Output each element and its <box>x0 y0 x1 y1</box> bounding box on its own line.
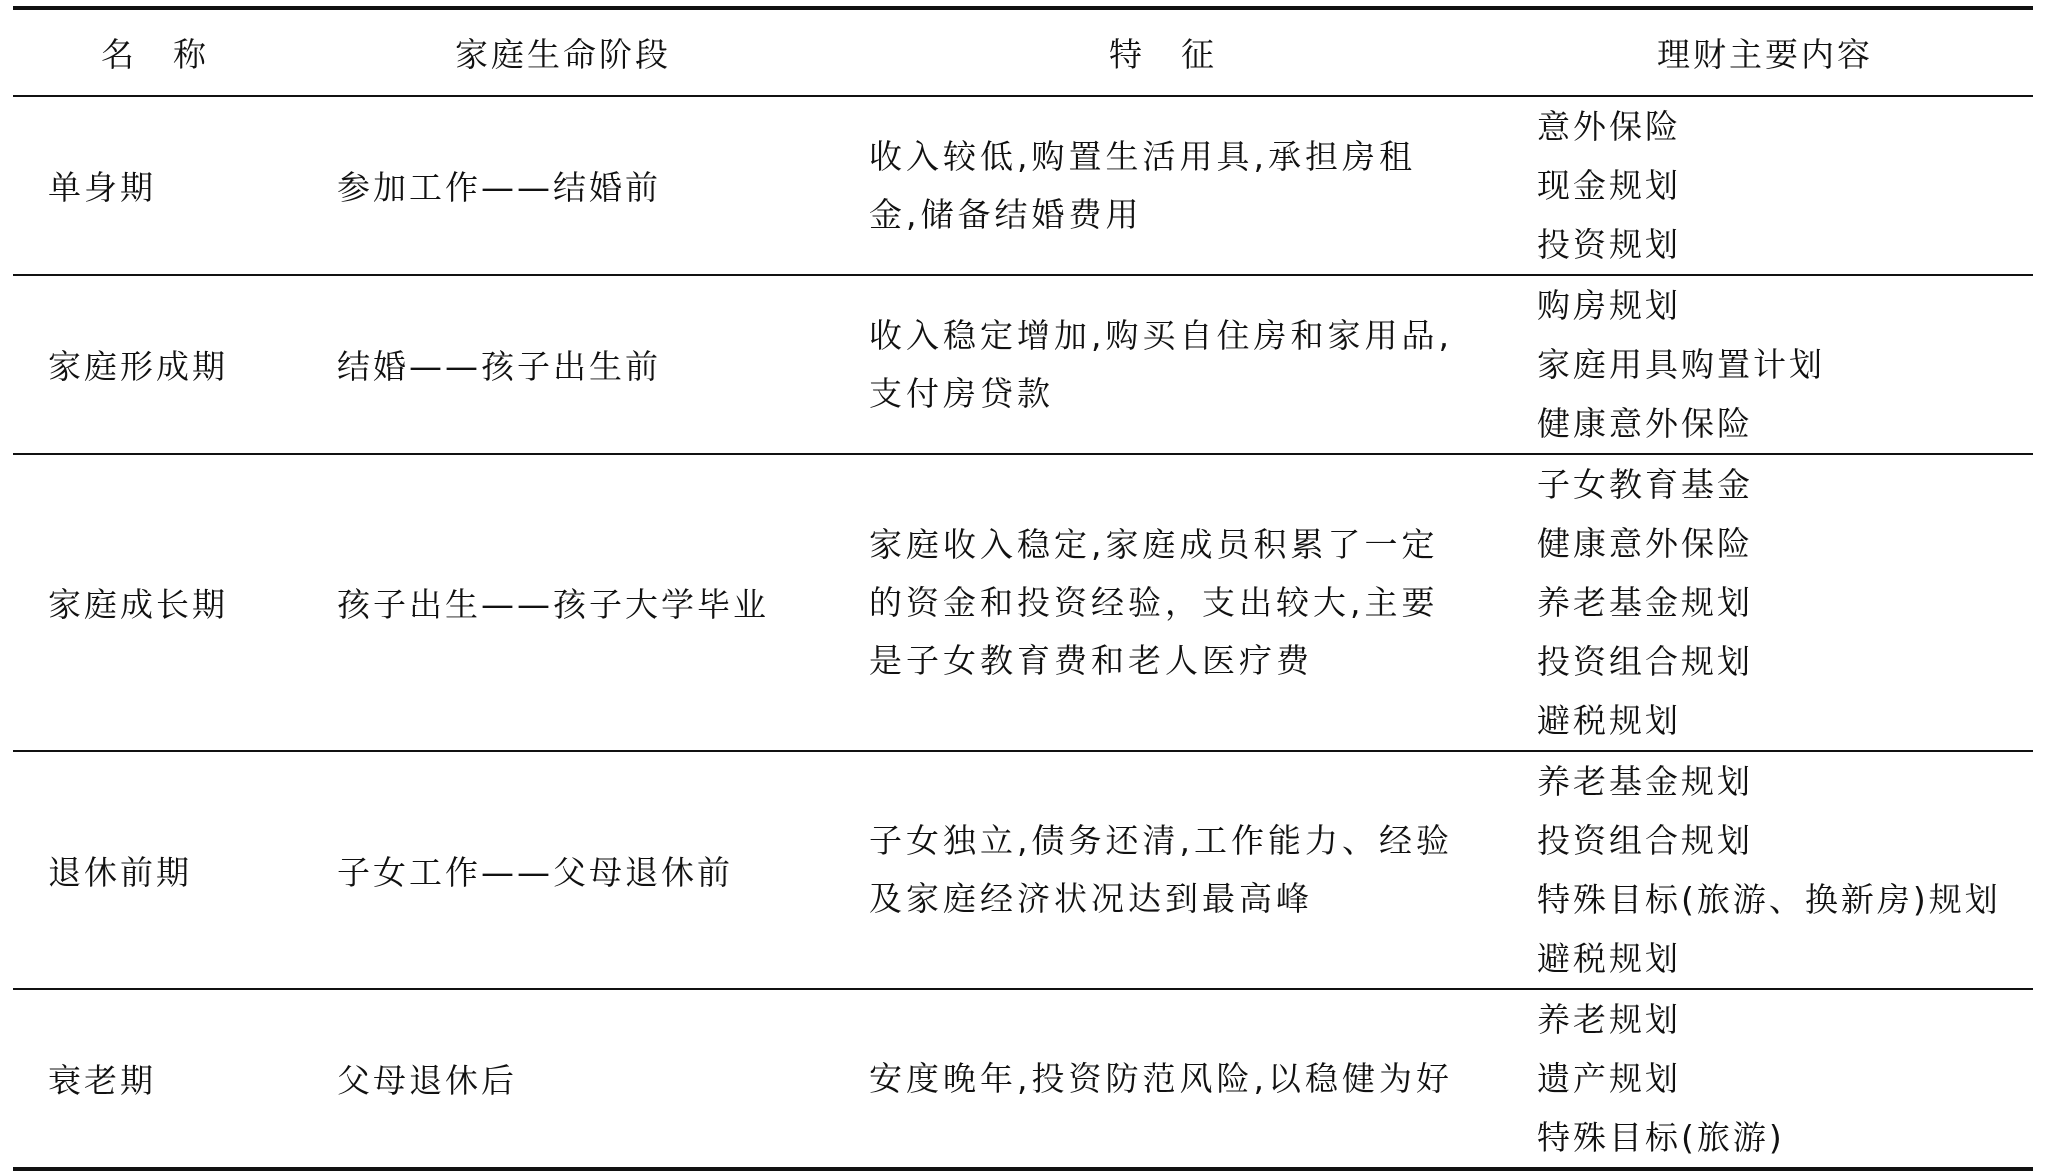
cell-stage: 子女工作——父母退休前 <box>297 751 829 989</box>
header-name: 名 称 <box>13 8 297 96</box>
cell-name: 衰老期 <box>13 989 297 1169</box>
cell-name: 家庭形成期 <box>13 275 297 454</box>
plan-item: 子女教育基金 <box>1537 465 1753 504</box>
cell-plans <box>1497 454 2033 751</box>
plan-list <box>1537 990 2033 1167</box>
plan-item: 购房规划 <box>1537 286 1681 325</box>
family-lifecycle-table <box>13 6 2033 1171</box>
plan-item: 特殊目标(旅游) <box>1537 1118 1785 1157</box>
plan-list <box>1537 455 2033 750</box>
plan-item: 遗产规划 <box>1537 1059 1681 1098</box>
cell-features: 安度晚年,投资防范风险,以稳健为好 <box>829 989 1497 1169</box>
plan-item: 健康意外保险 <box>1537 404 1753 443</box>
table-row <box>13 454 2033 751</box>
plan-item: 投资规划 <box>1537 225 1681 264</box>
cell-name: 家庭成长期 <box>13 454 297 751</box>
plan-list <box>1537 752 2033 988</box>
table-row <box>13 989 2033 1169</box>
header-row <box>13 8 2033 96</box>
table-row <box>13 751 2033 989</box>
table-body <box>13 96 2033 1169</box>
plan-item: 养老规划 <box>1537 1000 1681 1039</box>
cell-plans <box>1497 989 2033 1169</box>
table-row <box>13 96 2033 275</box>
cell-plans <box>1497 751 2033 989</box>
cell-features: 收入较低,购置生活用具,承担房租金,储备结婚费用 <box>829 96 1497 275</box>
table-header <box>13 8 2033 96</box>
cell-stage: 孩子出生——孩子大学毕业 <box>297 454 829 751</box>
plan-item: 特殊目标(旅游、换新房)规划 <box>1537 880 2001 919</box>
cell-features: 收入稳定增加,购买自住房和家用品,支付房贷款 <box>829 275 1497 454</box>
cell-stage: 结婚——孩子出生前 <box>297 275 829 454</box>
plan-list <box>1537 276 2033 453</box>
plan-list <box>1537 97 2033 274</box>
plan-item: 养老基金规划 <box>1537 583 1753 622</box>
plan-item: 家庭用具购置计划 <box>1537 345 1825 384</box>
header-plans: 理财主要内容 <box>1497 8 2033 96</box>
table-row <box>13 275 2033 454</box>
plan-item: 避税规划 <box>1537 701 1681 740</box>
cell-features: 家庭收入稳定,家庭成员积累了一定的资金和投资经验，支出较大,主要是子女教育费和老人医疗费 <box>829 454 1497 751</box>
plan-item: 投资组合规划 <box>1537 642 1753 681</box>
cell-stage: 参加工作——结婚前 <box>297 96 829 275</box>
plan-item: 养老基金规划 <box>1537 762 1753 801</box>
cell-name: 退休前期 <box>13 751 297 989</box>
cell-plans <box>1497 96 2033 275</box>
cell-plans <box>1497 275 2033 454</box>
cell-features: 子女独立,债务还清,工作能力、经验及家庭经济状况达到最高峰 <box>829 751 1497 989</box>
plan-item: 避税规划 <box>1537 939 1681 978</box>
header-features: 特 征 <box>829 8 1497 96</box>
header-stage: 家庭生命阶段 <box>297 8 829 96</box>
cell-name: 单身期 <box>13 96 297 275</box>
plan-item: 现金规划 <box>1537 166 1681 205</box>
cell-stage: 父母退休后 <box>297 989 829 1169</box>
plan-item: 意外保险 <box>1537 107 1681 146</box>
plan-item: 投资组合规划 <box>1537 821 1753 860</box>
plan-item: 健康意外保险 <box>1537 524 1753 563</box>
